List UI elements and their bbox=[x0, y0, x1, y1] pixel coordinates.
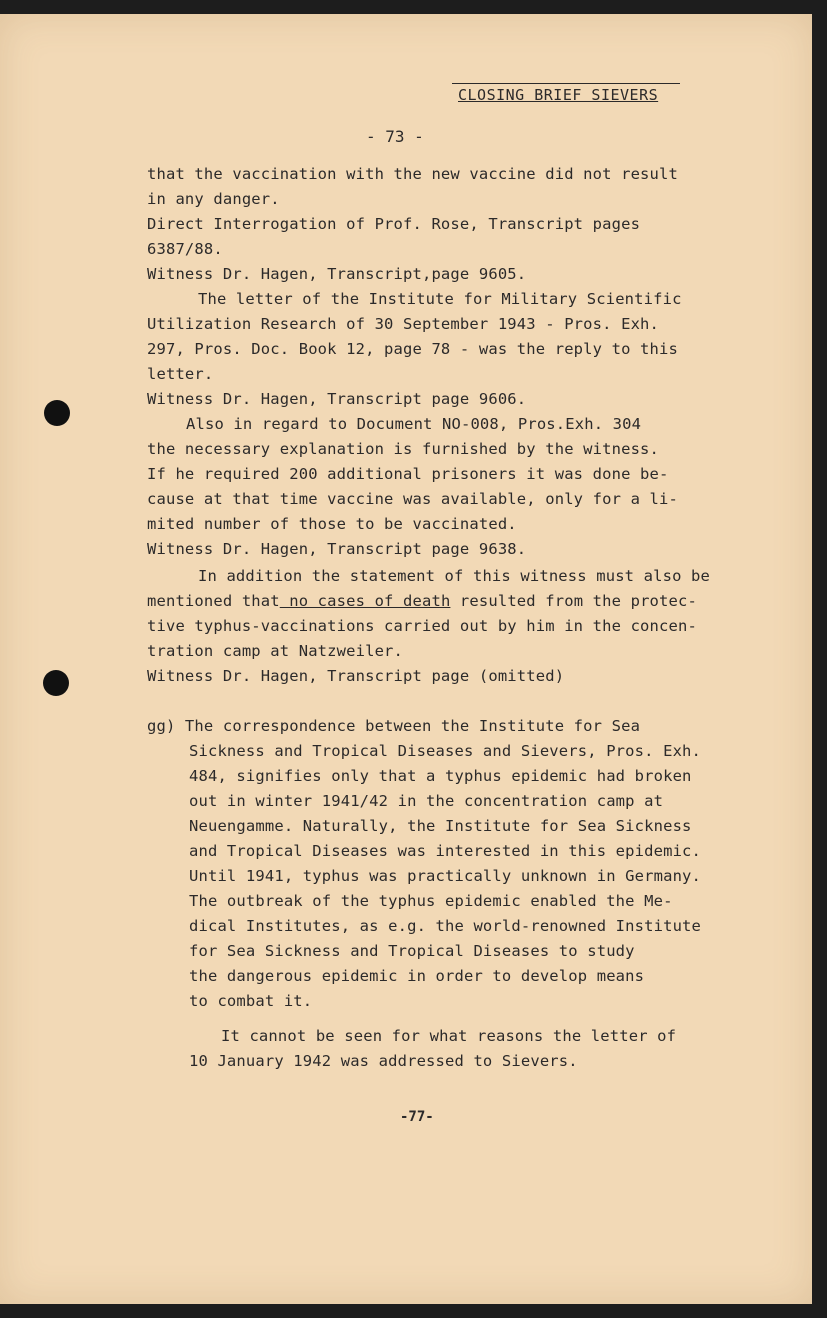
text-line: Witness Dr. Hagen, Transcript,page 9605. bbox=[147, 265, 527, 283]
text-line: letter. bbox=[147, 365, 214, 383]
text-line: in any danger. bbox=[147, 190, 280, 208]
punch-hole bbox=[44, 400, 70, 426]
text-line: 6387/88. bbox=[147, 240, 223, 258]
text-line-mixed bbox=[147, 591, 697, 611]
text-line: Witness Dr. Hagen, Transcript page (omitted) bbox=[147, 667, 565, 685]
text-line: tration camp at Natzweiler. bbox=[147, 642, 404, 660]
text-segment: mentioned that bbox=[147, 592, 280, 610]
page-number: - 73 - bbox=[366, 127, 424, 146]
document-header: CLOSING BRIEF SIEVERS bbox=[458, 86, 659, 104]
text-line: and Tropical Diseases was interested in this epidemic. bbox=[189, 842, 702, 860]
text-line: that the vaccination with the new vaccine did not result bbox=[147, 165, 678, 183]
text-line: In addition the statement of this witness must also be bbox=[198, 567, 711, 585]
text-line: Until 1941, typhus was practically unknown in Germany. bbox=[189, 867, 702, 885]
text-line: mited number of those to be vaccinated. bbox=[147, 515, 517, 533]
text-line: The letter of the Institute for Military Scientific bbox=[198, 290, 682, 308]
text-line: to combat it. bbox=[189, 992, 313, 1010]
text-line: cause at that time vaccine was available, only for a li- bbox=[147, 490, 678, 508]
text-line: tive typhus-vaccinations carried out by him in the concen- bbox=[147, 617, 697, 635]
text-line: the necessary explanation is furnished by the witness. bbox=[147, 440, 660, 458]
text-line: 484, signifies only that a typhus epidemic had broken bbox=[189, 767, 692, 785]
text-line: It cannot be seen for what reasons the letter of bbox=[221, 1027, 677, 1045]
text-segment: resulted from the protec- bbox=[450, 592, 697, 610]
text-line: out in winter 1941/42 in the concentration camp at bbox=[189, 792, 664, 810]
text-line: 10 January 1942 was addressed to Sievers. bbox=[189, 1052, 578, 1070]
text-line: Utilization Research of 30 September 1943 - Pros. Exh. bbox=[147, 315, 660, 333]
section-gg-line: gg) The correspondence between the Institute for Sea bbox=[147, 717, 641, 735]
document-page bbox=[0, 14, 812, 1304]
header-rule bbox=[452, 83, 680, 84]
text-line: Also in regard to Document NO-008, Pros.Exh. 304 bbox=[186, 415, 642, 433]
punch-hole bbox=[43, 670, 69, 696]
text-line: 297, Pros. Doc. Book 12, page 78 - was the reply to this bbox=[147, 340, 678, 358]
underlined-phrase: no cases of death bbox=[279, 592, 451, 610]
text-line: Witness Dr. Hagen, Transcript page 9606. bbox=[147, 390, 527, 408]
text-line: the dangerous epidemic in order to develop means bbox=[189, 967, 645, 985]
text-line: Sickness and Tropical Diseases and Sievers, Pros. Exh. bbox=[189, 742, 702, 760]
text-line: The outbreak of the typhus epidemic enabled the Me- bbox=[189, 892, 673, 910]
text-line: If he required 200 additional prisoners it was done be- bbox=[147, 465, 669, 483]
text-line: Direct Interrogation of Prof. Rose, Transcript pages bbox=[147, 215, 641, 233]
text-line: for Sea Sickness and Tropical Diseases to study bbox=[189, 942, 635, 960]
text-line: Witness Dr. Hagen, Transcript page 9638. bbox=[147, 540, 527, 558]
text-line: Neuengamme. Naturally, the Institute for Sea Sickness bbox=[189, 817, 692, 835]
text-line: dical Institutes, as e.g. the world-renowned Institute bbox=[189, 917, 702, 935]
footer-page-number: -77- bbox=[400, 1109, 434, 1125]
